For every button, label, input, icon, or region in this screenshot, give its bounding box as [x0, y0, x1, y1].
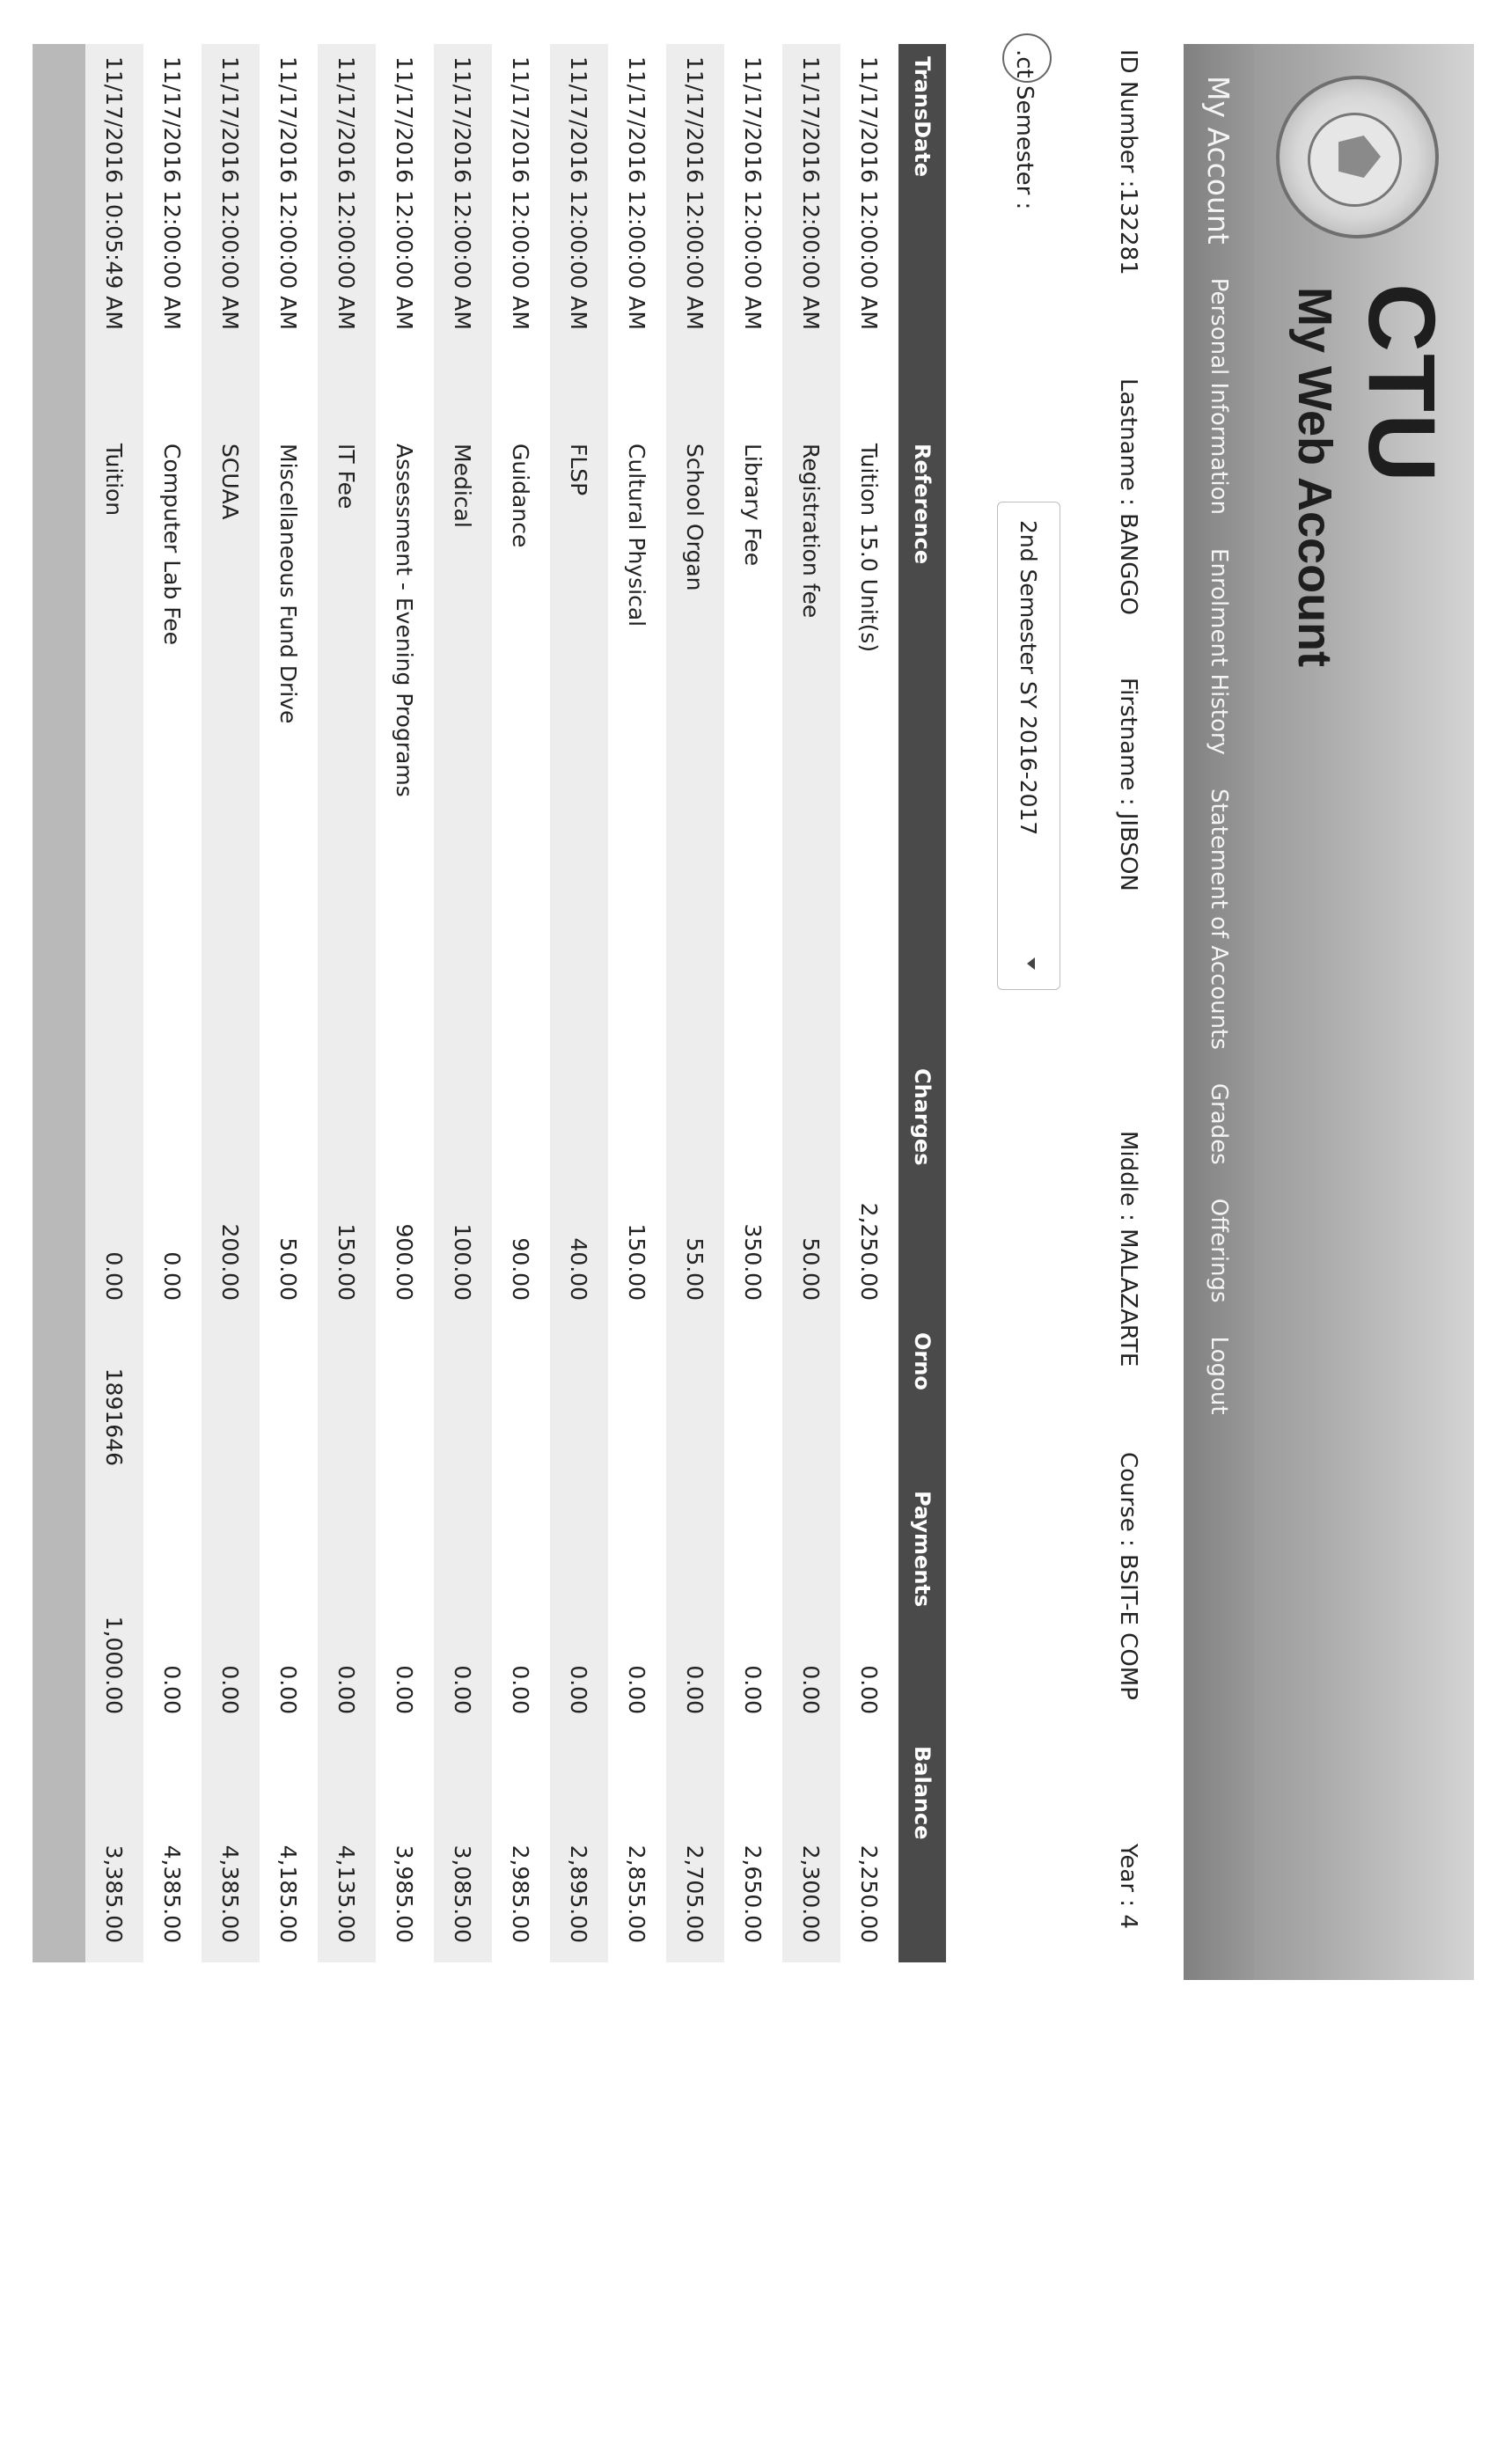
cell-transdate: 11/17/2016 12:00:00 AM — [724, 44, 782, 431]
cell-charges: 150.00 — [608, 1056, 666, 1320]
web-account-page — [22, 44, 1474, 1980]
cell-transdate: 11/17/2016 12:00:00 AM — [608, 44, 666, 431]
cell-orno: 1891646 — [85, 1320, 143, 1478]
cell-orno — [202, 1320, 260, 1478]
student-lastname: Lastname : BANGGO — [1115, 378, 1141, 616]
table-footer-row — [33, 44, 85, 1962]
header-reference[interactable]: Reference — [898, 431, 946, 1056]
cell-payments: 0.00 — [376, 1478, 434, 1734]
cell-charges: 0.00 — [143, 1056, 202, 1320]
table-row — [666, 44, 724, 1962]
cell-reference: Medical — [434, 431, 492, 1056]
semester-label: .ct Semester : — [1011, 49, 1038, 210]
cell-transdate: 11/17/2016 12:00:00 AM — [202, 44, 260, 431]
cell-transdate: 11/17/2016 12:00:00 AM — [840, 44, 898, 431]
cell-payments: 0.00 — [666, 1478, 724, 1734]
cell-reference: Tuition 15.0 Unit(s) — [840, 431, 898, 1056]
cell-charges: 0.00 — [85, 1056, 143, 1320]
header-transdate[interactable]: TransDate — [898, 44, 946, 431]
nav-personal-information[interactable]: Personal Information — [1206, 277, 1232, 516]
cell-payments: 0.00 — [782, 1478, 840, 1734]
nav-enrolment-history[interactable]: Enrolment History — [1206, 548, 1232, 755]
cell-payments: 0.00 — [260, 1478, 318, 1734]
header-payments[interactable]: Payments — [898, 1478, 946, 1734]
cell-balance: 2,300.00 — [782, 1734, 840, 1962]
cell-balance: 2,650.00 — [724, 1734, 782, 1962]
cell-payments: 0.00 — [143, 1478, 202, 1734]
table-footer — [33, 44, 85, 1962]
table-row — [143, 44, 202, 1962]
cell-balance: 2,855.00 — [608, 1734, 666, 1962]
table-row — [782, 44, 840, 1962]
cell-reference: Assessment - Evening Programs — [376, 431, 434, 1056]
cell-charges: 90.00 — [492, 1056, 550, 1320]
cell-reference: Registration fee — [782, 431, 840, 1056]
cell-transdate: 11/17/2016 12:00:00 AM — [492, 44, 550, 431]
table-row — [376, 44, 434, 1962]
cell-balance: 2,895.00 — [550, 1734, 608, 1962]
cell-transdate: 11/17/2016 12:00:00 AM — [260, 44, 318, 431]
cell-orno — [143, 1320, 202, 1478]
cell-balance: 2,705.00 — [666, 1734, 724, 1962]
student-middle: Middle : MALAZARTE — [1115, 1131, 1141, 1368]
cell-charges: 50.00 — [782, 1056, 840, 1320]
cell-reference: Library Fee — [724, 431, 782, 1056]
statement-table-body — [85, 44, 898, 1962]
student-year: Year : 4 — [1115, 1844, 1141, 1929]
cell-balance: 2,985.00 — [492, 1734, 550, 1962]
header-balance[interactable]: Balance — [898, 1734, 946, 1962]
table-row — [492, 44, 550, 1962]
header-orno[interactable]: Orno — [898, 1320, 946, 1478]
cell-charges: 150.00 — [318, 1056, 376, 1320]
cell-reference: Guidance — [492, 431, 550, 1056]
table-row — [318, 44, 376, 1962]
cell-transdate: 11/17/2016 12:00:00 AM — [782, 44, 840, 431]
cell-orno — [608, 1320, 666, 1478]
student-id: ID Number :132281 — [1115, 49, 1141, 275]
cell-payments: 0.00 — [840, 1478, 898, 1734]
semester-selector-row — [981, 44, 1060, 1980]
student-firstname: Firstname : JIBSON — [1115, 678, 1141, 891]
cell-reference: Cultural Physical — [608, 431, 666, 1056]
cell-balance: 4,385.00 — [143, 1734, 202, 1962]
cell-reference: School Organ — [666, 431, 724, 1056]
cell-payments: 0.00 — [724, 1478, 782, 1734]
cell-payments: 0.00 — [608, 1478, 666, 1734]
cell-balance: 3,385.00 — [85, 1734, 143, 1962]
cell-orno — [782, 1320, 840, 1478]
nav-logout[interactable]: Logout — [1206, 1336, 1232, 1415]
chevron-down-icon — [1027, 957, 1035, 970]
cell-transdate: 11/17/2016 12:00:00 AM — [376, 44, 434, 431]
cell-charges: 40.00 — [550, 1056, 608, 1320]
cell-charges: 2,250.00 — [840, 1056, 898, 1320]
cell-balance: 4,135.00 — [318, 1734, 376, 1962]
table-row — [202, 44, 260, 1962]
cell-orno — [492, 1320, 550, 1478]
cell-orno — [376, 1320, 434, 1478]
cell-transdate: 11/17/2016 12:00:00 AM — [434, 44, 492, 431]
cell-balance: 3,985.00 — [376, 1734, 434, 1962]
cell-orno — [318, 1320, 376, 1478]
cell-reference: Tuition — [85, 431, 143, 1056]
cell-charges: 55.00 — [666, 1056, 724, 1320]
cell-payments: 0.00 — [202, 1478, 260, 1734]
cell-orno — [434, 1320, 492, 1478]
cell-balance: 4,185.00 — [260, 1734, 318, 1962]
cell-reference: FLSP — [550, 431, 608, 1056]
cell-payments: 1,000.00 — [85, 1478, 143, 1734]
cell-payments: 0.00 — [318, 1478, 376, 1734]
nav-my-account[interactable]: My Account — [1201, 76, 1236, 245]
cell-charges: 200.00 — [202, 1056, 260, 1320]
cell-transdate: 11/17/2016 12:00:00 AM — [550, 44, 608, 431]
nav-grades[interactable]: Grades — [1206, 1082, 1232, 1165]
cell-charges: 50.00 — [260, 1056, 318, 1320]
cell-balance: 2,250.00 — [840, 1734, 898, 1962]
table-row — [608, 44, 666, 1962]
table-row — [840, 44, 898, 1962]
cell-reference: Miscellaneous Fund Drive — [260, 431, 318, 1056]
cell-balance: 3,085.00 — [434, 1734, 492, 1962]
cell-transdate: 11/17/2016 12:00:00 AM — [318, 44, 376, 431]
main-nav — [1184, 44, 1254, 1980]
cell-payments: 0.00 — [434, 1478, 492, 1734]
table-row — [434, 44, 492, 1962]
cell-reference: IT Fee — [318, 431, 376, 1056]
semester-select[interactable] — [997, 502, 1060, 990]
table-row — [85, 44, 143, 1962]
student-course: Course : BSIT-E COMP — [1115, 1452, 1141, 1700]
table-row — [724, 44, 782, 1962]
cell-transdate: 11/17/2016 10:05:49 AM — [85, 44, 143, 431]
cell-payments: 0.00 — [492, 1478, 550, 1734]
nav-offerings[interactable]: Offerings — [1206, 1198, 1232, 1303]
cell-transdate: 11/17/2016 12:00:00 AM — [666, 44, 724, 431]
student-info — [1096, 44, 1157, 1980]
cell-orno — [666, 1320, 724, 1478]
table-row — [260, 44, 318, 1962]
cell-balance: 4,385.00 — [202, 1734, 260, 1962]
cell-orno — [260, 1320, 318, 1478]
cell-orno — [840, 1320, 898, 1478]
header-charges[interactable]: Charges — [898, 1056, 946, 1320]
cell-reference: Computer Lab Fee — [143, 431, 202, 1056]
brand-subtitle: My Web Account — [1288, 287, 1341, 668]
nav-statement-of-accounts[interactable]: Statement of Accounts — [1206, 788, 1232, 1050]
site-header — [1184, 44, 1474, 1980]
table-header-row — [898, 44, 946, 1962]
cell-charges: 350.00 — [724, 1056, 782, 1320]
cell-orno — [724, 1320, 782, 1478]
cell-transdate: 11/17/2016 12:00:00 AM — [143, 44, 202, 431]
brand-title: CTU — [1349, 283, 1456, 484]
university-seal-logo — [1276, 76, 1439, 238]
cell-charges: 900.00 — [376, 1056, 434, 1320]
statement-table — [33, 44, 946, 1962]
cell-charges: 100.00 — [434, 1056, 492, 1320]
cell-reference: SCUAA — [202, 431, 260, 1056]
table-row — [550, 44, 608, 1962]
semester-selected-value: 2nd Semester SY 2016-2017 — [1016, 520, 1042, 836]
cell-orno — [550, 1320, 608, 1478]
cell-payments: 0.00 — [550, 1478, 608, 1734]
